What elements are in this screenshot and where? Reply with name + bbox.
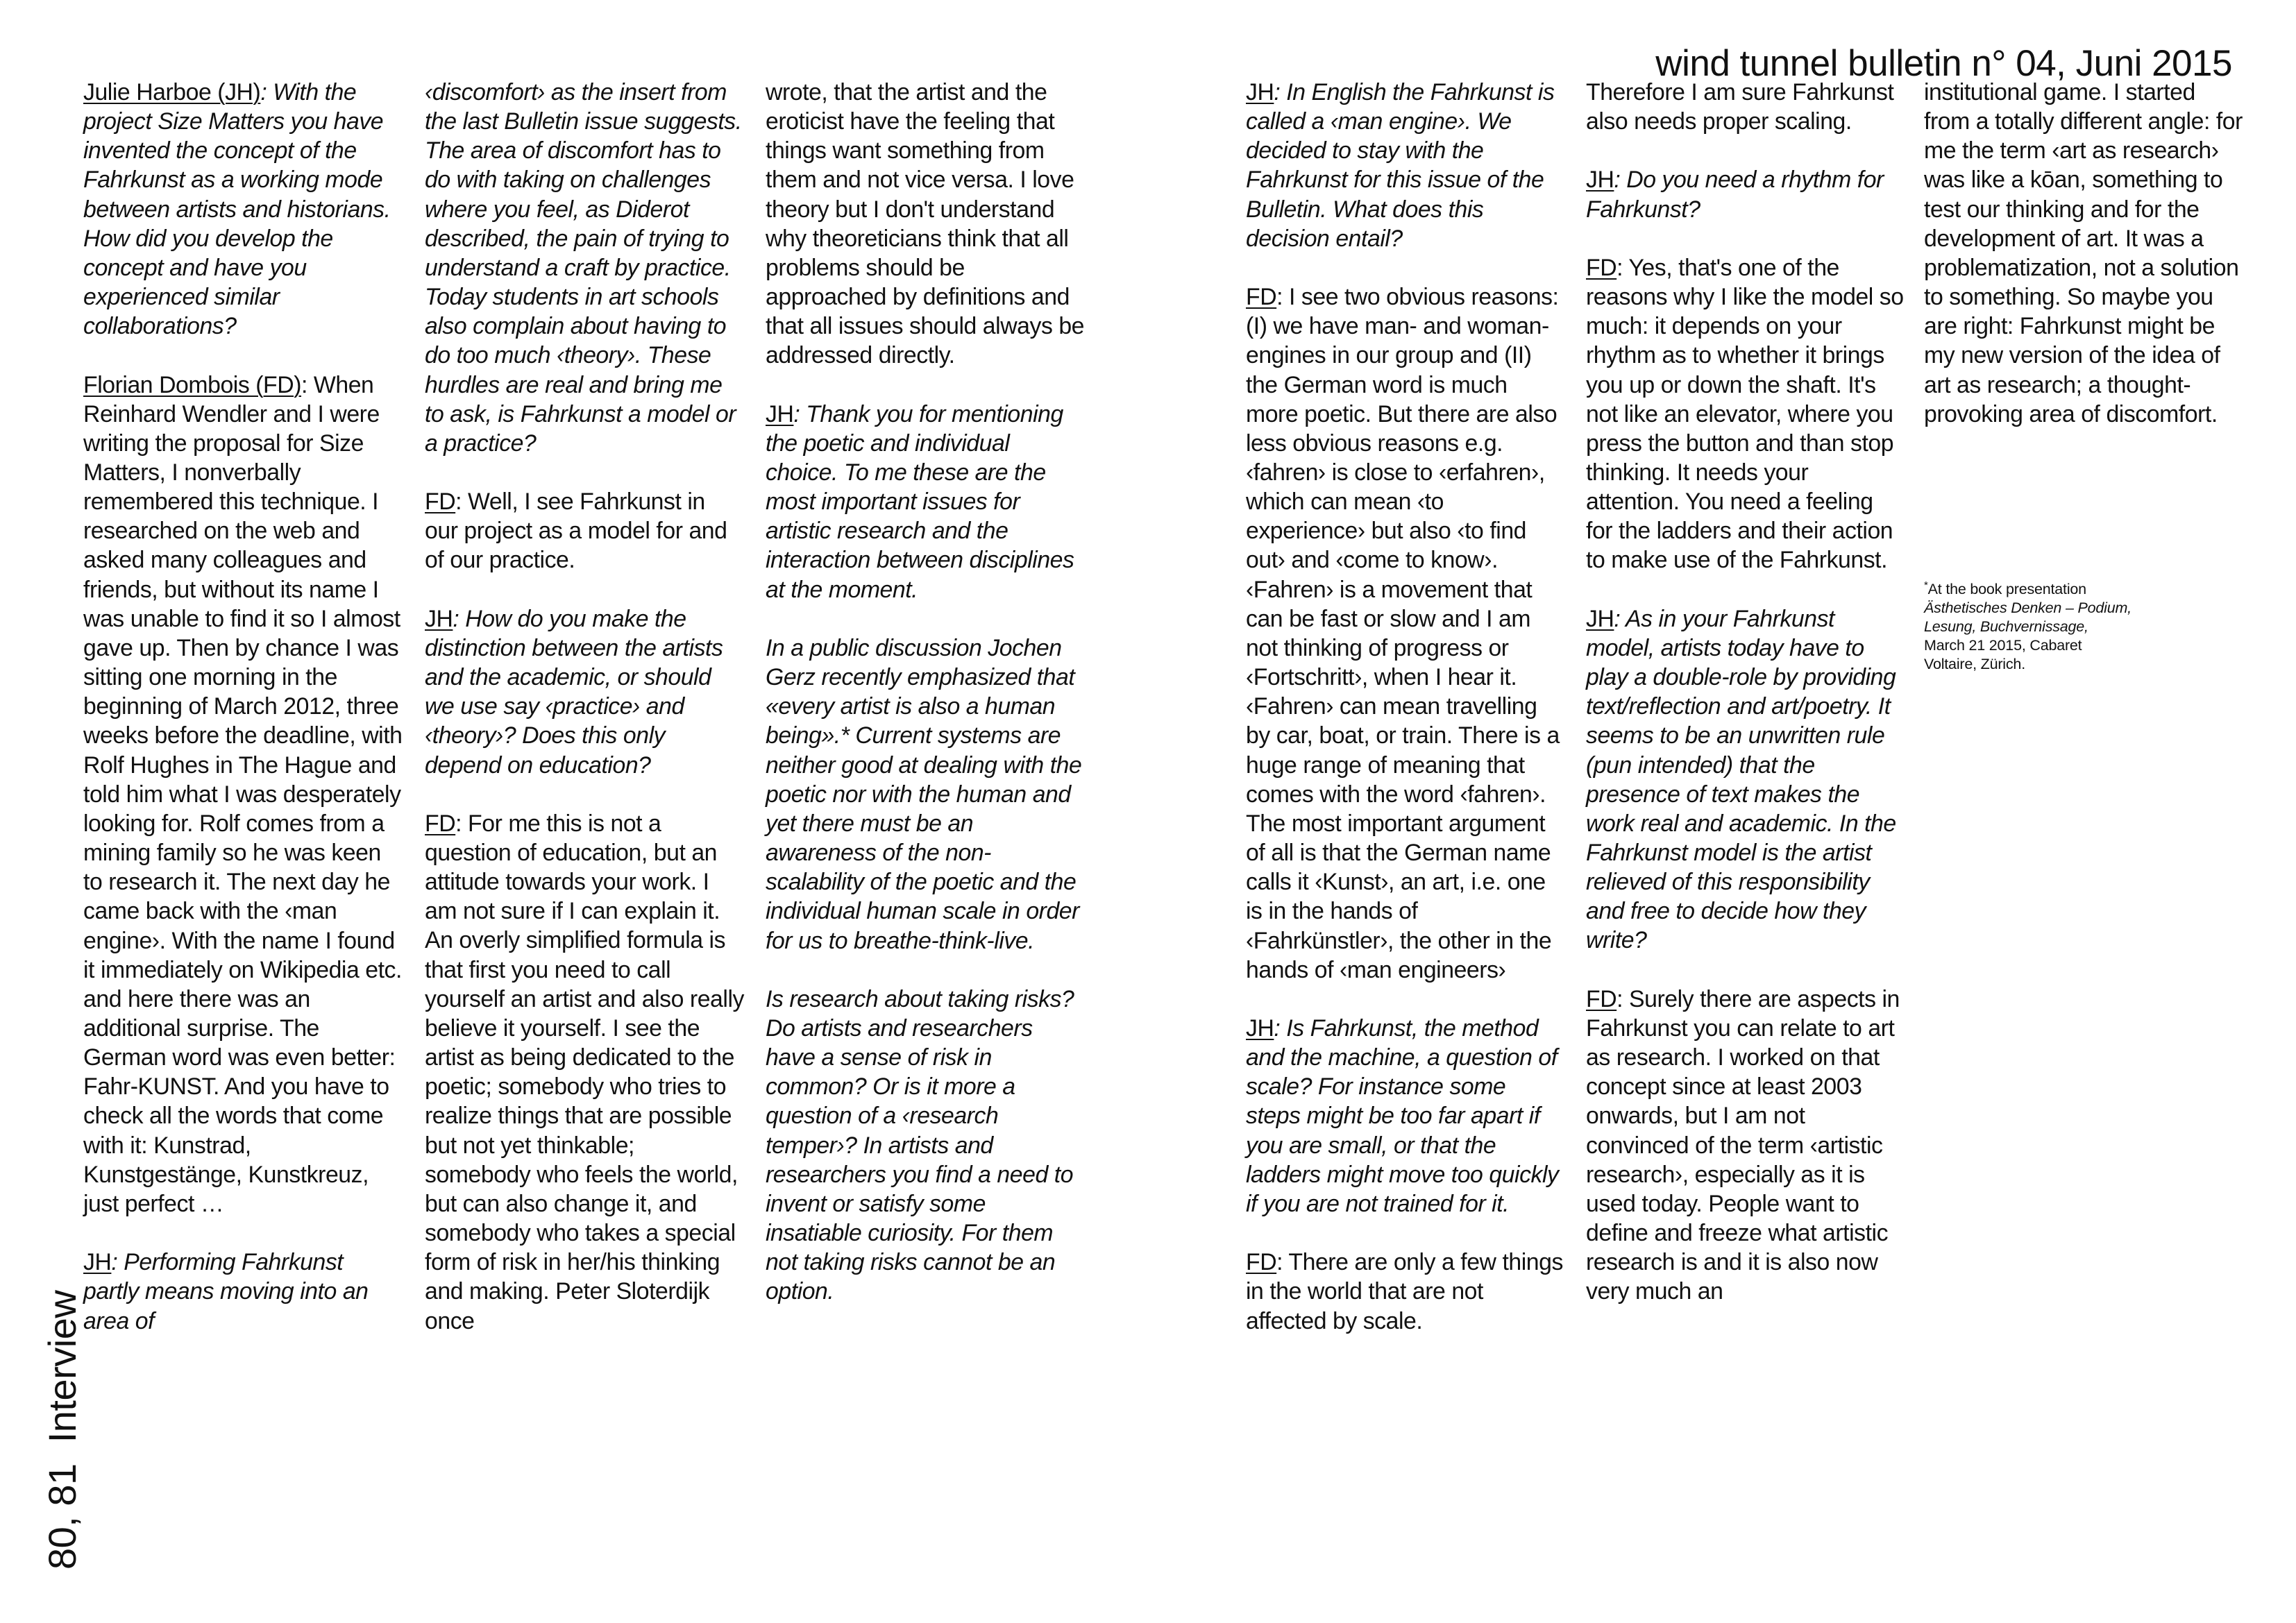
paragraph [1586, 253, 1905, 575]
paragraph-text: Is research about taking risks? Do artists and researchers have a sense of risk in common? Or is it more a question of a ‹research temper›? In artists and researchers you find a need to invent or satisfy some insatiable curiosity. For them not taking risks cannot be an option. [766, 985, 1074, 1305]
paragraph-text: institutional game. I started from a totally different angle: for me the term ‹art as research› was like a kōan, something to test our thinking and for the development of art. It was a problematization, not a solution to something. So maybe you are right: Fahrkunst might be my new version of the idea of art as research; a thought-provoking area of discomfort. [1924, 79, 2243, 427]
paragraph [83, 1248, 403, 1335]
speaker-label: JH [1246, 1014, 1274, 1042]
speaker-label: Florian Dombois (FD) [83, 371, 302, 398]
paragraph [1246, 282, 1565, 985]
paragraph-text: : With the project Size Matters you have invented the concept of the Fahrkunst as a working mode between artists and historians. How did you develop the concept and have you experienced similar collaborations? [83, 79, 391, 340]
paragraph-text: : Do you need a rhythm for Fahrkunst? [1586, 167, 1884, 223]
speaker-label: JH [1586, 605, 1614, 632]
paragraph [766, 400, 1085, 604]
speaker-label: JH [1246, 79, 1274, 105]
page-numbers: 80, 81 [40, 1463, 84, 1570]
paragraph-text: Therefore I am sure Fahrkunst also needs proper scaling. [1586, 79, 1894, 135]
text-column-3 [766, 78, 1085, 1307]
text-column-5 [1586, 78, 1905, 1307]
paragraph [1246, 1248, 1565, 1335]
paragraph [1586, 165, 1905, 223]
paragraph-text: : Yes, that's one of the reasons why I like the model so much: it depends on your rhythm as to whether it brings you up or down the shaft. It's not like an elevator, where you press the button and than stop thinking. It needs your attention. You need a feeling for the ladders and their action to make use of the Fahrkunst. [1586, 254, 1904, 574]
text-column-1 [83, 78, 403, 1336]
paragraph [425, 487, 744, 575]
paragraph-text: : As in your Fahrkunst model, artists today have to play a double-role by providing text/reflection and art/poetry. It seems to be an unwritten rule (pun intended) that the presence of text makes the work real and academic. In the Fahrkunst model is the artist relieved of this responsibility and free to decide how they write? [1586, 605, 1896, 954]
paragraph [1586, 604, 1905, 955]
paragraph-text: : When Reinhard Wendler and I were writing the proposal for Size Matters, I nonverbally remembered this technique. I researched on the web and asked many colleagues and friends, but without its name I was unable to find it so I almost gave up. Then by chance I was sitting one morning in the beginning of March 2012, three weeks before the deadline, with Rolf Hughes in The Hague and told him what I was desperately looking for. Rolf comes from a mining family so he was keen to research it. The next day he came back with the ‹man engine›. With the name I found it immediately on Wikipedia etc. and here there was an additional surprise. The German word was even better: Fahr-KUNST. And you have to check all the words that come with it: Kunstrad, Kunstgestänge, Kunstkreuz, just perfect … [83, 371, 403, 1217]
paragraph-text: : In English the Fahrkunst is called a ‹man engine›. We decided to stay with the Fahrkunst for this issue of the Bulletin. What does this decision entail? [1246, 79, 1555, 252]
paragraph-text: : Performing Fahrkunst partly means moving into an area of [83, 1249, 369, 1334]
speaker-label: JH [83, 1249, 112, 1276]
side-label [42, 1291, 83, 1570]
paragraph-text: : There are only a few things in the world that are not affected by scale. [1246, 1249, 1563, 1334]
paragraph-text: In a public discussion Jochen Gerz recently emphasized that «every artist is also a human being».* Current systems are neither good at dealing with the poetic nor with the human and yet there must be an awareness of the non-scalability of the poetic and the individual human scale in order for us to breathe-think-live. [766, 634, 1082, 954]
speaker-label: FD [425, 488, 456, 516]
footnote-mark: * [1924, 579, 1928, 591]
text-column-2 [425, 78, 744, 1336]
paragraph-text: ‹discomfort› as the insert from the last Bulletin issue suggests. The area of discomfort has to do with taking on challenges where you feel, as Diderot described, the pain of trying to understand a craft by practice. Today students in art schools also complain about having to do too much ‹theory›. These hurdles are real and bring me to ask, is Fahrkunst a model or a practice? [425, 79, 742, 457]
speaker-label: FD [1586, 254, 1617, 281]
speaker-label: Julie Harboe (JH) [83, 79, 261, 105]
paragraph [766, 985, 1085, 1307]
running-header: wind tunnel bulletin n° 04, Juni 2015 [1650, 43, 2232, 85]
section-label: Interview [40, 1290, 84, 1443]
paragraph-text: : How do you make the distinction between the artists and the academic, or should we use say ‹practice› and ‹theory›? Does this only depend on education? [425, 605, 723, 779]
paragraph-text: : Is Fahrkunst, the method and the machine, a question of scale? For instance some steps might be too far apart if you are small, or that the ladders might move too quickly if you are not trained for it. [1246, 1014, 1559, 1217]
paragraph-text: : Well, I see Fahrkunst in our project as a model for and of our practice. [425, 488, 727, 574]
footnote-title: Ästhetisches Denken – Podium, Lesung, Buchvernissage, [1924, 600, 2132, 636]
paragraph [766, 78, 1085, 371]
paragraph [766, 634, 1085, 955]
footnote-lead: At the book presentation [1927, 581, 2086, 598]
paragraph [1586, 78, 1905, 136]
paragraph [425, 604, 744, 780]
paragraph [1246, 78, 1565, 253]
paragraph [1924, 78, 2243, 429]
footnote-rest: March 21 2015, Cabaret Voltaire, Zürich. [1924, 637, 2082, 673]
speaker-label: JH [766, 400, 794, 427]
text-column-6 [1924, 78, 2243, 429]
paragraph [425, 78, 744, 458]
speaker-label: JH [425, 605, 453, 632]
paragraph [83, 371, 403, 1219]
paragraph-text: wrote, that the artist and the eroticist have the feeling that things want something from them and not vice versa. I love theory but I don't understand why theoreticians think that all problems should be approached by definitions and that all issues should always be addressed directly. [766, 79, 1085, 369]
speaker-label: JH [1586, 167, 1614, 194]
paragraph [1246, 1014, 1565, 1218]
paragraph-text: : I see two obvious reasons: (I) we have man- and woman-engines in our group and (II) the German word is much more poetic. But there are also less obvious reasons e.g. ‹fahren› is close to ‹erfahren›, which can mean ‹to experience› but also ‹to find out› and ‹come to know›. ‹Fahren› is a movement that can be fast or slow and I am not thinking of progress or ‹Fortschritt›, when I hear it. ‹Fahren› can mean travelling by car, boat, or train. There is a huge range of meaning that comes with the word ‹fahren›. The most important argument of all is that the German name calls it ‹Kunst›, an art, i.e. one is in the hands of ‹Fahrkünstler›, the other in the hands of ‹man engineers› [1246, 284, 1560, 983]
speaker-label: FD [1246, 284, 1277, 311]
speaker-label: FD [1246, 1249, 1277, 1276]
paragraph-text: : Thank you for mentioning the poetic and individual choice. To me these are the most important issues for artistic research and the interaction between disciplines at the moment. [766, 400, 1074, 603]
paragraph [425, 809, 744, 1336]
paragraph-text: : For me this is not a question of education, but an attitude towards your work. I am not sure if I can explain it. An overly simplified formula is that first you need to call yourself an artist and also really believe it yourself. I see the artist as being dedicated to the poetic; somebody who tries to realize things that are possible but not yet thinkable; somebody who feels the world, but can also change it, and somebody who takes a special form of risk in her/his thinking and making. Peter Sloterdijk once [425, 810, 744, 1334]
speaker-label: FD [425, 810, 456, 837]
speaker-label: FD [1586, 985, 1617, 1012]
paragraph [83, 78, 403, 341]
paragraph-text: : Surely there are aspects in Fahrkunst you can relate to art as research. I worked on that concept since at least 2003 onwards, but I am not convinced of the term ‹artistic research›, especially as it is used today. People want to define and freeze what artistic research is and it is also now very much an [1586, 985, 1900, 1305]
paragraph [1586, 985, 1905, 1307]
footnote [1924, 576, 2132, 674]
text-column-4 [1246, 78, 1565, 1336]
